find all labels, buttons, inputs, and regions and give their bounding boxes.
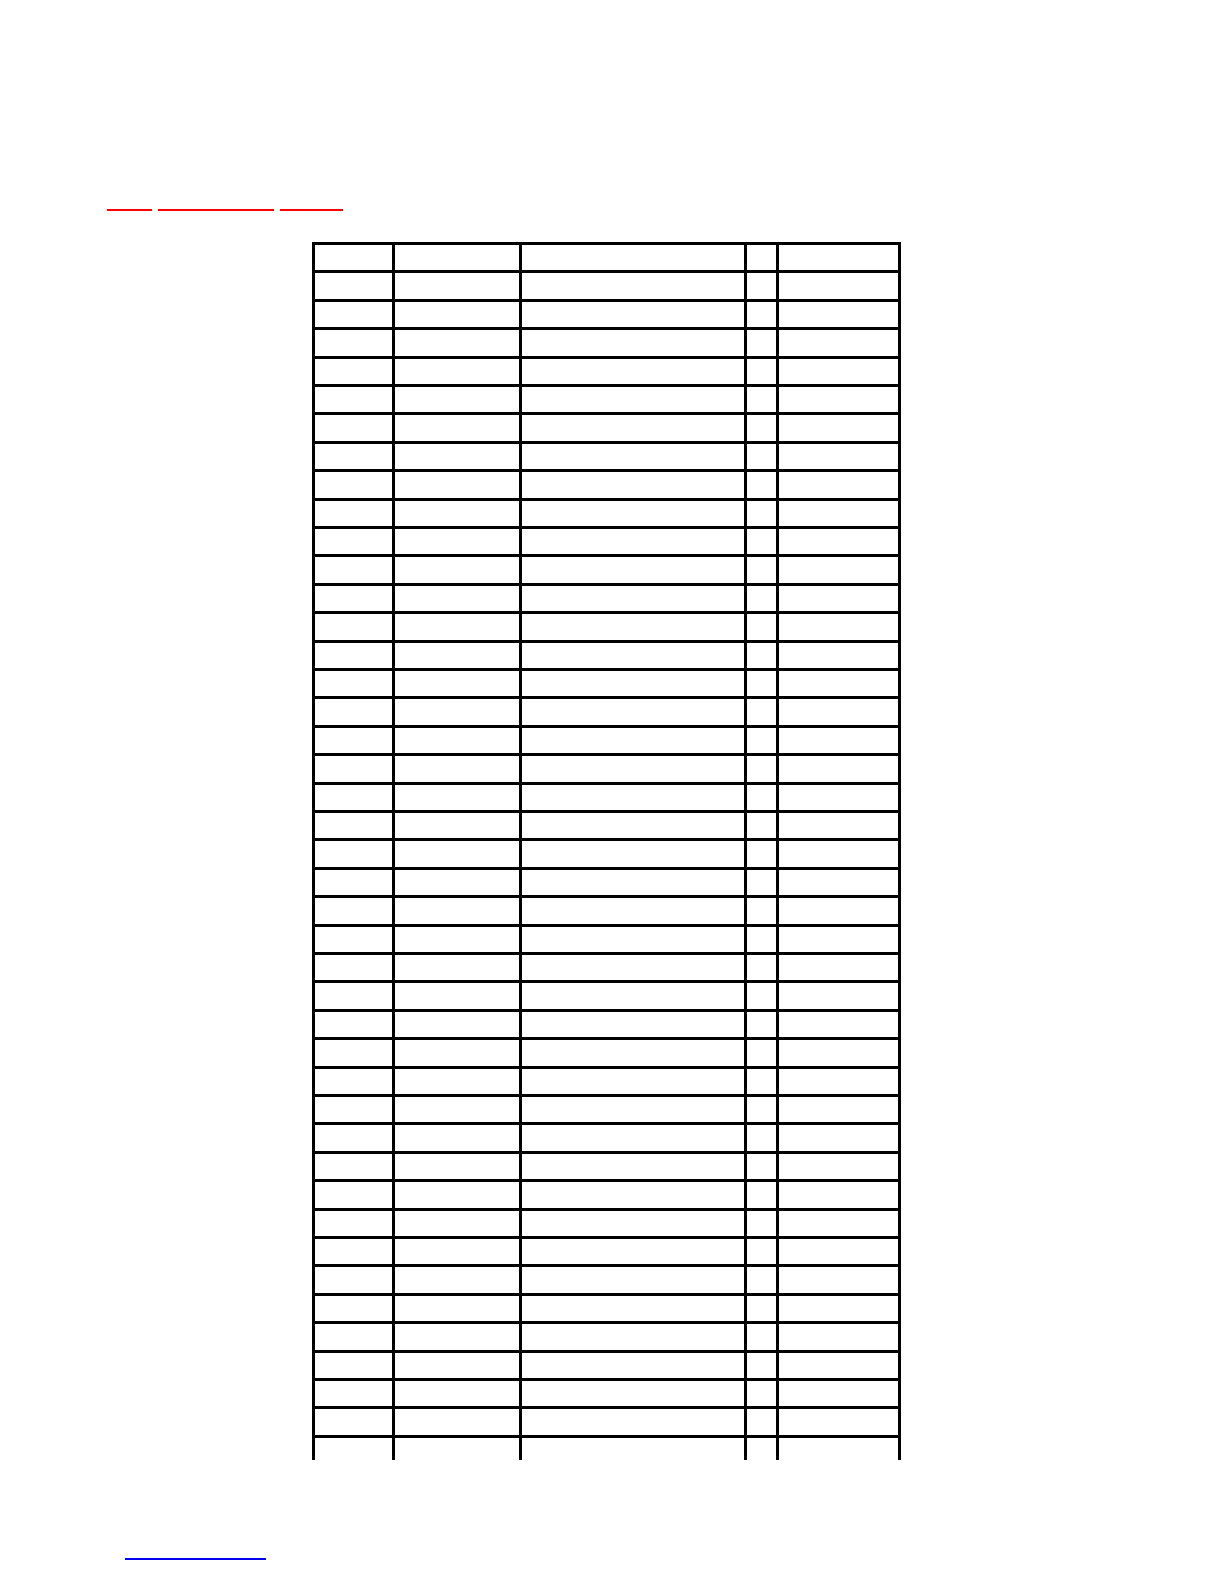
red-link-2[interactable] [158, 209, 274, 211]
table-row [312, 583, 901, 586]
table-row [312, 384, 901, 387]
table-row [312, 782, 901, 785]
table-row [312, 242, 901, 245]
table-row [312, 498, 901, 501]
table-row [312, 1066, 901, 1069]
table-row [312, 1406, 901, 1409]
table-row [312, 611, 901, 614]
table-row [312, 668, 901, 671]
table-row [312, 980, 901, 983]
table-row [312, 924, 901, 927]
table-row [312, 753, 901, 756]
table-column-border [898, 242, 901, 1460]
table-row [312, 299, 901, 302]
table-row [312, 1264, 901, 1267]
table-column-border [312, 242, 315, 1460]
table-row [312, 554, 901, 557]
table-row [312, 1435, 901, 1438]
table-row [312, 1208, 901, 1211]
table-row [312, 1094, 901, 1097]
table-row [312, 469, 901, 472]
table-row [312, 895, 901, 898]
table-row [312, 1236, 901, 1239]
table-row [312, 1122, 901, 1125]
table-column-border [744, 242, 747, 1460]
table-column-border [392, 242, 395, 1460]
table-column-border [776, 242, 779, 1460]
table-row [312, 640, 901, 643]
table-row [312, 1151, 901, 1154]
table-row [312, 1321, 901, 1324]
table-row [312, 270, 901, 273]
table-row [312, 696, 901, 699]
footer-link[interactable] [125, 1558, 266, 1560]
data-table [312, 242, 901, 1460]
table-row [312, 838, 901, 841]
red-link-1[interactable] [107, 209, 152, 211]
table-row [312, 1350, 901, 1353]
red-link-3[interactable] [280, 209, 343, 211]
table-row [312, 526, 901, 529]
table-row [312, 810, 901, 813]
table-row [312, 867, 901, 870]
table-row [312, 1009, 901, 1012]
table-row [312, 327, 901, 330]
table-row [312, 441, 901, 444]
table-row [312, 725, 901, 728]
table-row [312, 1293, 901, 1296]
table-row [312, 1037, 901, 1040]
table-row [312, 356, 901, 359]
table-row [312, 1378, 901, 1381]
table-row [312, 412, 901, 415]
table-column-border [519, 242, 522, 1460]
table-row [312, 952, 901, 955]
table-row [312, 1179, 901, 1182]
